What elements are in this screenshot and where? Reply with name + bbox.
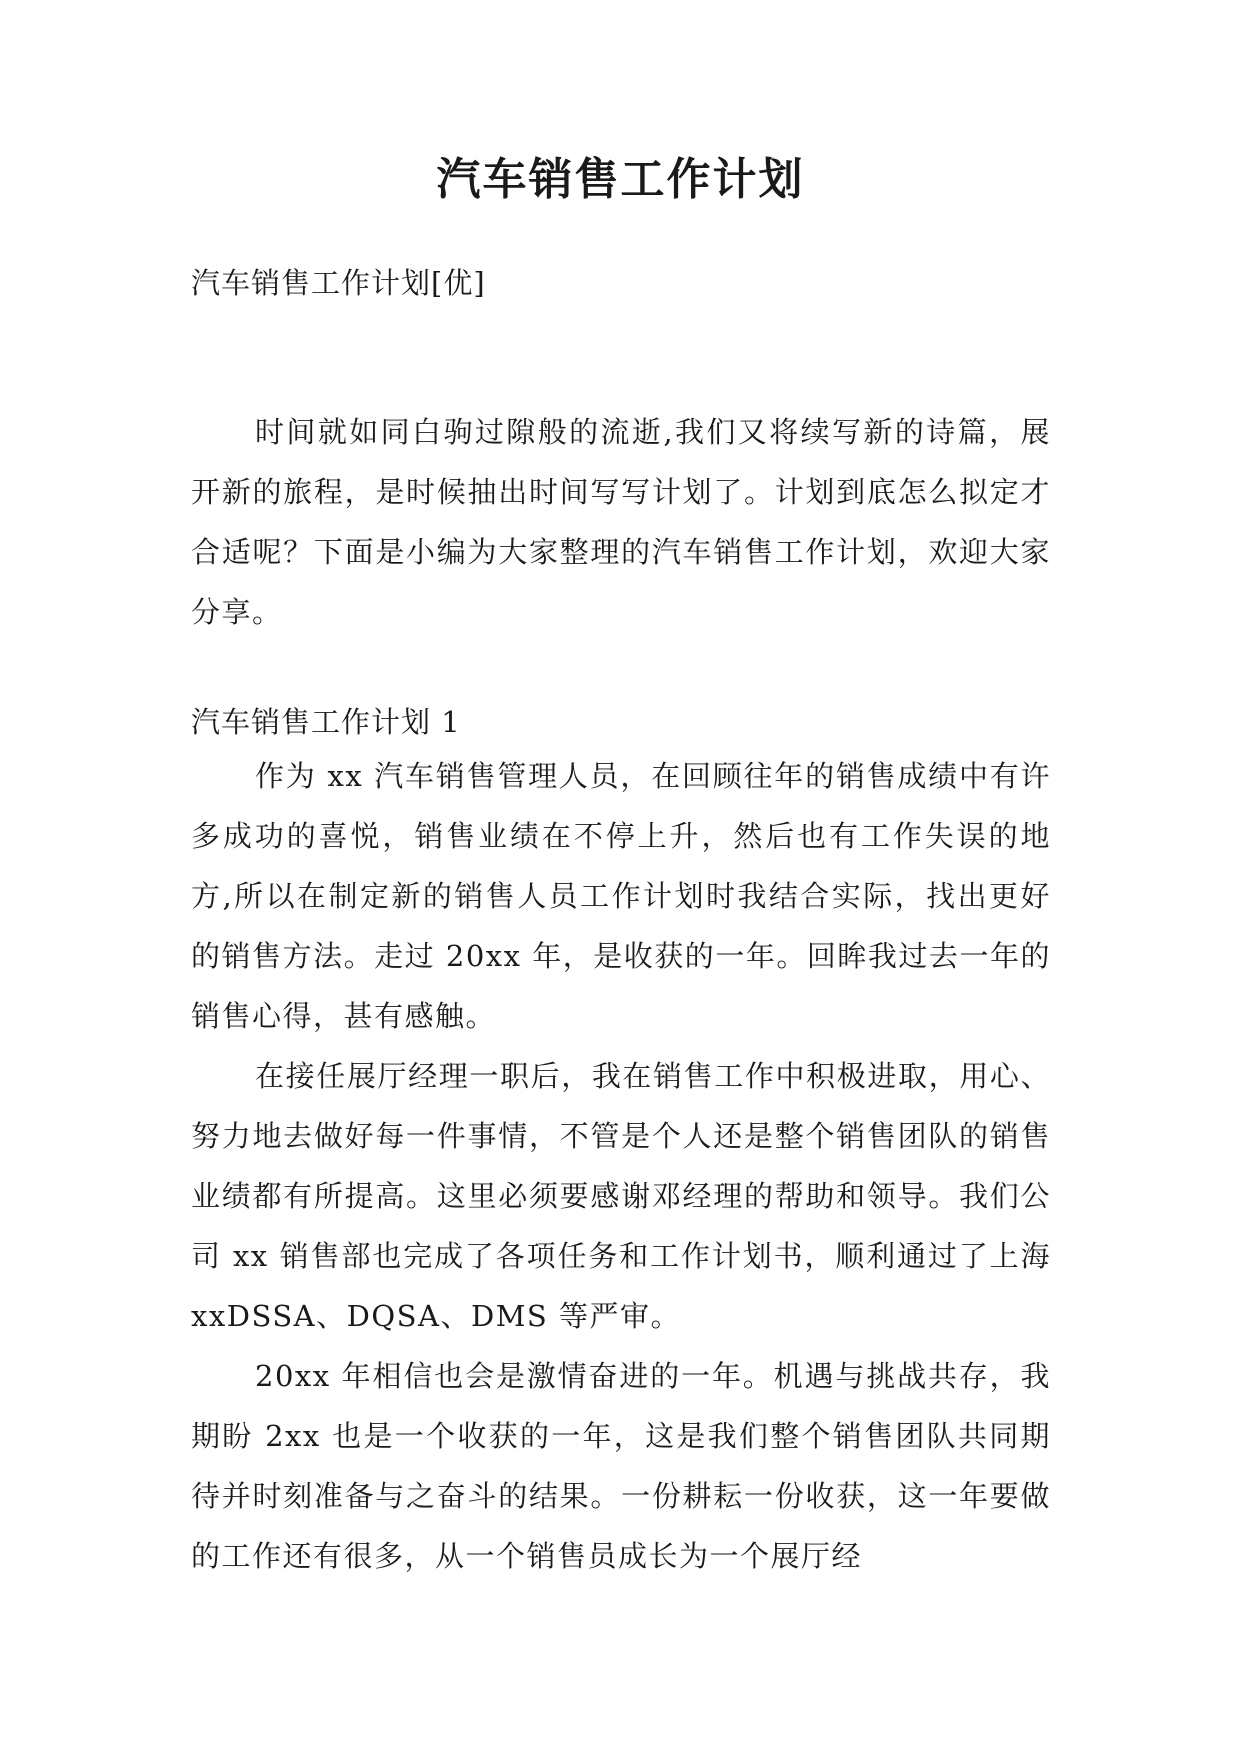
section-body	[191, 746, 1051, 1586]
document-title: 汽车销售工作计划	[436, 154, 805, 205]
section-paragraph: 在接任展厅经理一职后，我在销售工作中积极进取，用心、努力地去做好每一件事情，不管是个人还是整个销售团队的销售业绩都有所提高。这里必须要感谢邓经理的帮助和领导。我们公司 xx 销售部也完成了各项任务和工作计划书，顺利通过了上海 xxDSSA、DQSA、DMS 等严审。	[191, 1059, 1051, 1333]
document-subtitle: 汽车销售工作计划[优]	[191, 266, 486, 300]
section-heading: 汽车销售工作计划 1	[191, 705, 461, 739]
section-paragraph: 20xx 年相信也会是激情奋进的一年。机遇与挑战共存，我期盼 2xx 也是一个收获的一年，这是我们整个销售团队共同期待并时刻准备与之奋斗的结果。一份耕耘一份收获，这一年要做的工作还有很多，从一个销售员成长为一个展厅经	[191, 1359, 1051, 1573]
section-paragraph: 作为 xx 汽车销售管理人员，在回顾往年的销售成绩中有许多成功的喜悦，销售业绩在不停上升，然后也有工作失误的地方,所以在制定新的销售人员工作计划时我结合实际，找出更好的销售方法。走过 20xx 年，是收获的一年。回眸我过去一年的销售心得，甚有感触。	[191, 759, 1051, 1033]
intro-paragraph: 时间就如同白驹过隙般的流逝,我们又将续写新的诗篇，展开新的旅程，是时候抽出时间写写计划了。计划到底怎么拟定才合适呢？下面是小编为大家整理的汽车销售工作计划，欢迎大家分享。	[191, 415, 1051, 629]
